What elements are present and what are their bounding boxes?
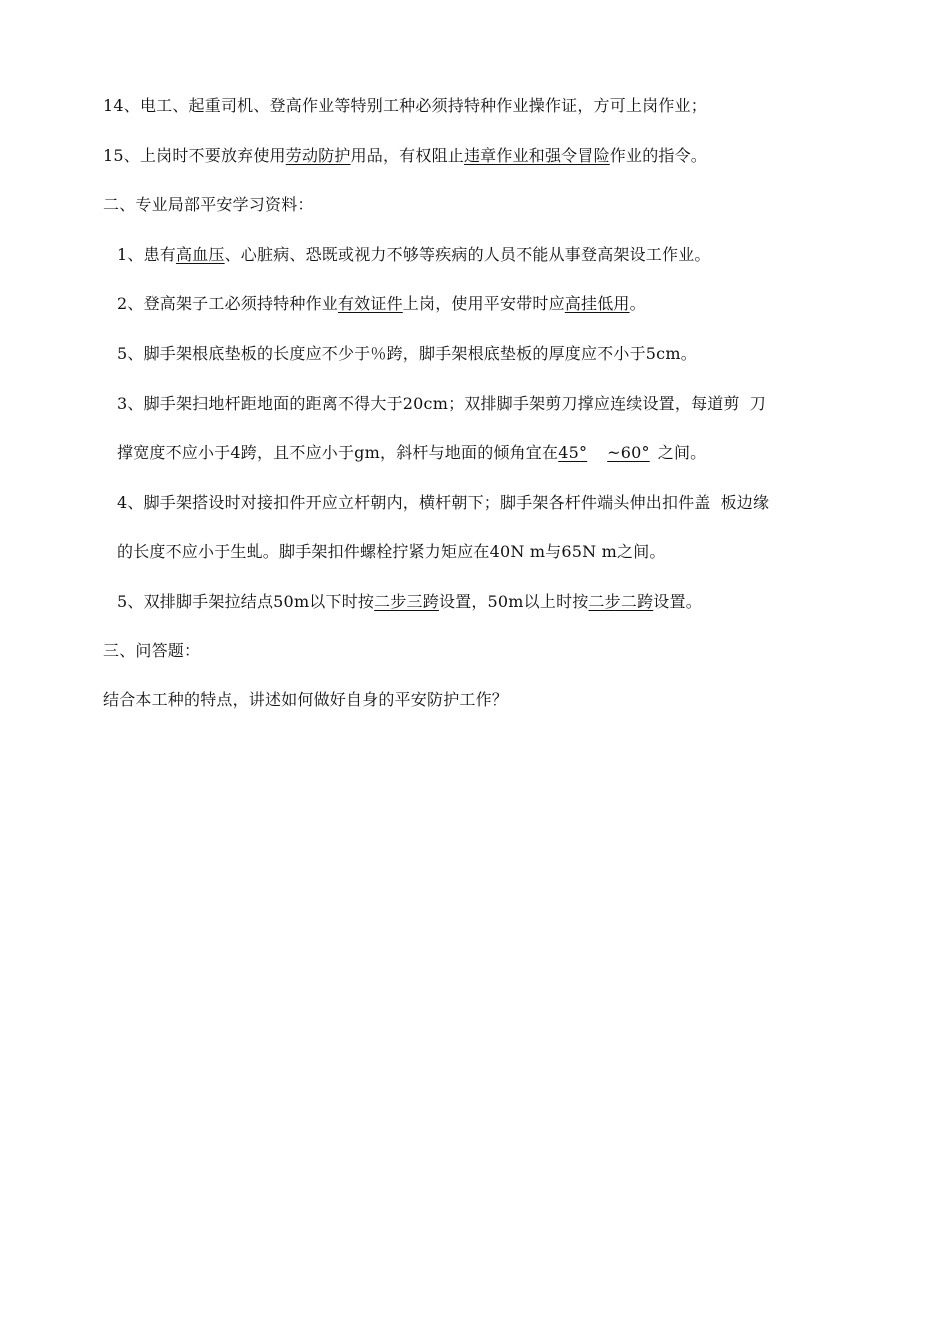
s2-item-2-text-2: 上岗，使用平安带时应 — [402, 294, 565, 313]
section-2-item-1 — [117, 245, 711, 265]
item-15-underlined-1: 劳动防护 — [285, 146, 351, 165]
s2-item-2-text-1: 2、登高架子工必须持特种作业 — [117, 294, 338, 313]
s2-item-3-angle-range — [558, 443, 658, 462]
s2-item-2-underlined-1: 有效证件 — [337, 294, 403, 313]
item-14 — [103, 96, 707, 116]
s2-item-4-line-1-tail: 板边缘 — [720, 493, 770, 512]
question — [103, 690, 508, 710]
item-14-text: 14、电工、起重司机、登高作业等特别工种必须持特种作业操作证，方可上岗作业； — [103, 96, 707, 115]
section-2-item-5b — [117, 592, 702, 612]
s2-item-2-underlined-2: 高挂低用 — [564, 294, 630, 313]
question-text: 结合本工种的特点，讲述如何做好自身的平安防护工作？ — [103, 690, 509, 709]
s2-item-5a-text: 5、脚手架根底垫板的长度应不少于％跨，脚手架根底垫板的厚度应不小于5cm。 — [117, 344, 697, 363]
s2-item-5b-underlined-1: 二步三跨 — [374, 592, 439, 611]
section-2-item-4-line-2 — [117, 542, 666, 562]
s2-item-1-text-2: 、心脏病、恐既或视力不够等疾病的人员不能从事登高架设工作业。 — [224, 245, 711, 264]
s2-item-5b-underlined-2: 二步二跨 — [588, 592, 654, 611]
item-15-text-2: 用品，有权阻止 — [350, 146, 464, 165]
section-2-item-3-line-2 — [117, 443, 706, 463]
section-3-heading — [103, 641, 200, 661]
s2-item-3-line-1-tail: 刀 — [749, 394, 766, 413]
section-2-heading-text: 二、专业局部平安学习资料： — [103, 195, 314, 214]
section-2-item-5a — [117, 344, 697, 364]
s2-item-3-angle-end: ~60° — [607, 443, 650, 462]
item-15 — [103, 146, 707, 166]
s2-item-2-text-3: 。 — [629, 294, 646, 313]
section-2-item-2 — [117, 294, 646, 314]
s2-item-5b-text-3: 设置。 — [653, 592, 702, 611]
s2-item-5b-text-1: 5、双排脚手架拉结点50m以下时按 — [117, 592, 375, 611]
s2-item-5b-text-2: 设置，50m以上时按 — [438, 592, 589, 611]
s2-item-3-line-1-text: 3、脚手架扫地杆距地面的距离不得大于20cm；双排脚手架剪刀撑应连续设置，每道剪 — [117, 394, 740, 413]
section-2-item-3-line-1 — [117, 394, 766, 414]
s2-item-4-line-2-text: 的长度不应小于生虬。脚手架扣件螺栓拧紧力矩应在40N m与65N m之间。 — [117, 542, 666, 561]
s2-item-3-angle-start: 45° — [558, 443, 588, 462]
section-3-heading-text: 三、问答题： — [103, 641, 201, 660]
section-2-item-4-line-1 — [117, 493, 769, 513]
s2-item-4-line-1-text: 4、脚手架搭设时对接扣件开应立杆朝内，横杆朝下；脚手架各杆件端头伸出扣件盖 — [117, 493, 711, 512]
s2-item-1-underlined: 高血压 — [175, 245, 225, 264]
item-15-text-1: 15、上岗时不要放弃使用 — [103, 146, 286, 165]
s2-item-3-line-2-text-1: 撑宽度不应小于4跨，且不应小于gm，斜杆与地面的倾角宜在 — [117, 443, 559, 462]
item-15-underlined-2: 违章作业和强令冒险 — [463, 146, 610, 165]
s2-item-1-text-1: 1、患有 — [117, 245, 176, 264]
s2-item-3-line-2-text-2: 之间。 — [657, 443, 707, 462]
item-15-text-3: 作业的指令。 — [609, 146, 707, 165]
section-2-heading — [103, 195, 314, 215]
